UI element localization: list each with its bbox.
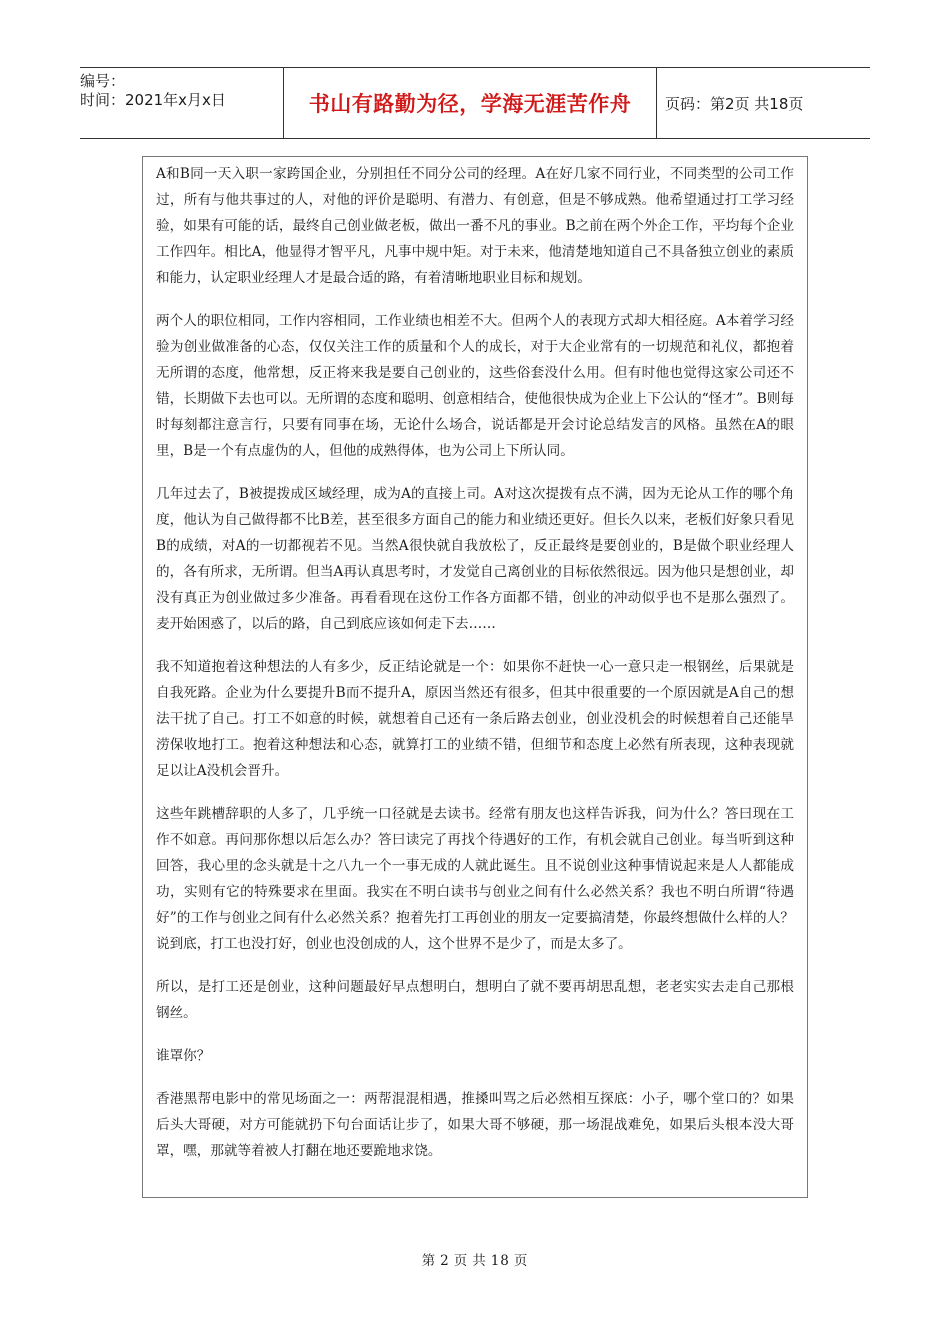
footer-word: 页 [513,1253,529,1269]
article-body [142,156,808,1198]
footer-total-pages: 18 [490,1253,510,1269]
date-label: 时间：2021年x月x日 [80,91,226,109]
paragraph: 香港黑帮电影中的常见场面之一：两帮混混相遇，推搡叫骂之后必然相互探底：小子，哪个堂口的？如果后头大哥硬，对方可能就扔下句台面话让步了，如果大哥不够硬，那一场混战难免，如果后头根本没大哥罩，嘿，那就等着被人打翻在地还要跪地求饶。 [156,1091,794,1159]
serial-number-label: 编号： [80,72,126,90]
page-number-label: 页码：第2页 共18页 [665,94,804,113]
document-header [80,67,870,139]
paragraph: 两个人的职位相同，工作内容相同，工作业绩也相差不大。但两个人的表现方式却大相径庭。A本着学习经验为创业做准备的心态，仅仅关注工作的质量和个人的成长，对于大企业常有的一切规范和礼仪，都抱着无所谓的态度，他常想，反正将来我是要自己创业的，这些俗套没什么用。但有时他也觉得这家公司还不错，长期做下去也可以。无所谓的态度和聪明、创意相结合，使他很快成为企业上下公认的“怪才”。B则每时每刻都注意言行，只要有同事在场，无论什么场合，说话都是开会讨论总结发言的风格。虽然在A的眼里，B是一个有点虚伪的人，但他的成熟得体，也为公司上下所认同。 [156,313,794,459]
page-footer [0,1249,950,1269]
section-heading: 谁罩你？ [156,1048,211,1064]
motto-title: 书山有路勤为径，学海无涯苦作舟 [308,92,632,116]
header-page-cell [663,68,872,138]
paragraph: 这些年跳槽辞职的人多了，几乎统一口径就是去读书。经常有朋友也这样告诉我，问为什么？答曰现在工作不如意。再问那你想以后怎么办？答曰读完了再找个待遇好的工作，有机会就自己创业。每当听到这种回答，我心里的念头就是十之八九一个一事无成的人就此诞生。且不说创业这种事情说起来是人人都能成功，实则有它的特殊要求在里面。我实在不明白读书与创业之间有什么必然关系？我也不明白所谓“待遇好”的工作与创业之间有什么必然关系？抱着先打工再创业的朋友一定要搞清楚，你最终想做什么样的人？说到底，打工也没打好，创业也没创成的人，这个世界不是少了，而是太多了。 [156,806,794,952]
header-meta [80,68,280,142]
header-motto-cell [283,68,657,138]
paragraph: 所以，是打工还是创业，这种问题最好早点想明白，想明白了就不要再胡思乱想，老老实实去走自己那根钢丝。 [156,979,794,1021]
paragraph: A和B同一天入职一家跨国企业，分别担任不同分公司的经理。A在好几家不同行业，不同类型的公司工作过，所有与他共事过的人，对他的评价是聪明、有潜力、有创意，但是不够成熟。他希望通过打工学习经验，如果有可能的话，最终自己创业做老板，做出一番不凡的事业。B之前在两个外企工作，平均每个企业工作四年。相比A，他显得才智平凡，凡事中规中矩。对于未来，他清楚地知道自己不具备独立创业的素质和能力，认定职业经理人才是最合适的路，有着清晰地职业目标和规划。 [156,166,794,286]
footer-current-page: 2 [440,1253,450,1269]
footer-word: 共 [472,1253,487,1269]
footer-word: 页 [453,1253,469,1269]
footer-word: 第 [421,1253,437,1269]
paragraph: 我不知道抱着这种想法的人有多少，反正结论就是一个：如果你不赶快一心一意只走一根钢丝，后果就是自我死路。企业为什么要提升B而不提升A，原因当然还有很多，但其中很重要的一个原因就是A自己的想法干扰了自己。打工不如意的时候，就想着自己还有一条后路去创业，创业没机会的时候想着自己还能旱涝保收地打工。抱着这种想法和心态，就算打工的业绩不错，但细节和态度上必然有所表现，这种表现就足以让A没机会晋升。 [156,659,794,779]
paragraph: 几年过去了，B被提拨成区域经理，成为A的直接上司。A对这次提拨有点不满，因为无论从工作的哪个角度，他认为自己做得都不比B差，甚至很多方面自己的能力和业绩还更好。但长久以来，老板们好象只看见B的成绩，对A的一切都视若不见。当然A很快就自我放松了，反正最终是要创业的，B是做个职业经理人的，各有所求，无所谓。但当A再认真思考时，才发觉自己离创业的目标依然很远。因为他只是想创业，却没有真正为创业做过多少准备。再看看现在这份工作各方面都不错，创业的冲动似乎也不是那么强烈了。麦开始困惑了，以后的路，自己到底应该如何走下去…… [156,486,794,632]
